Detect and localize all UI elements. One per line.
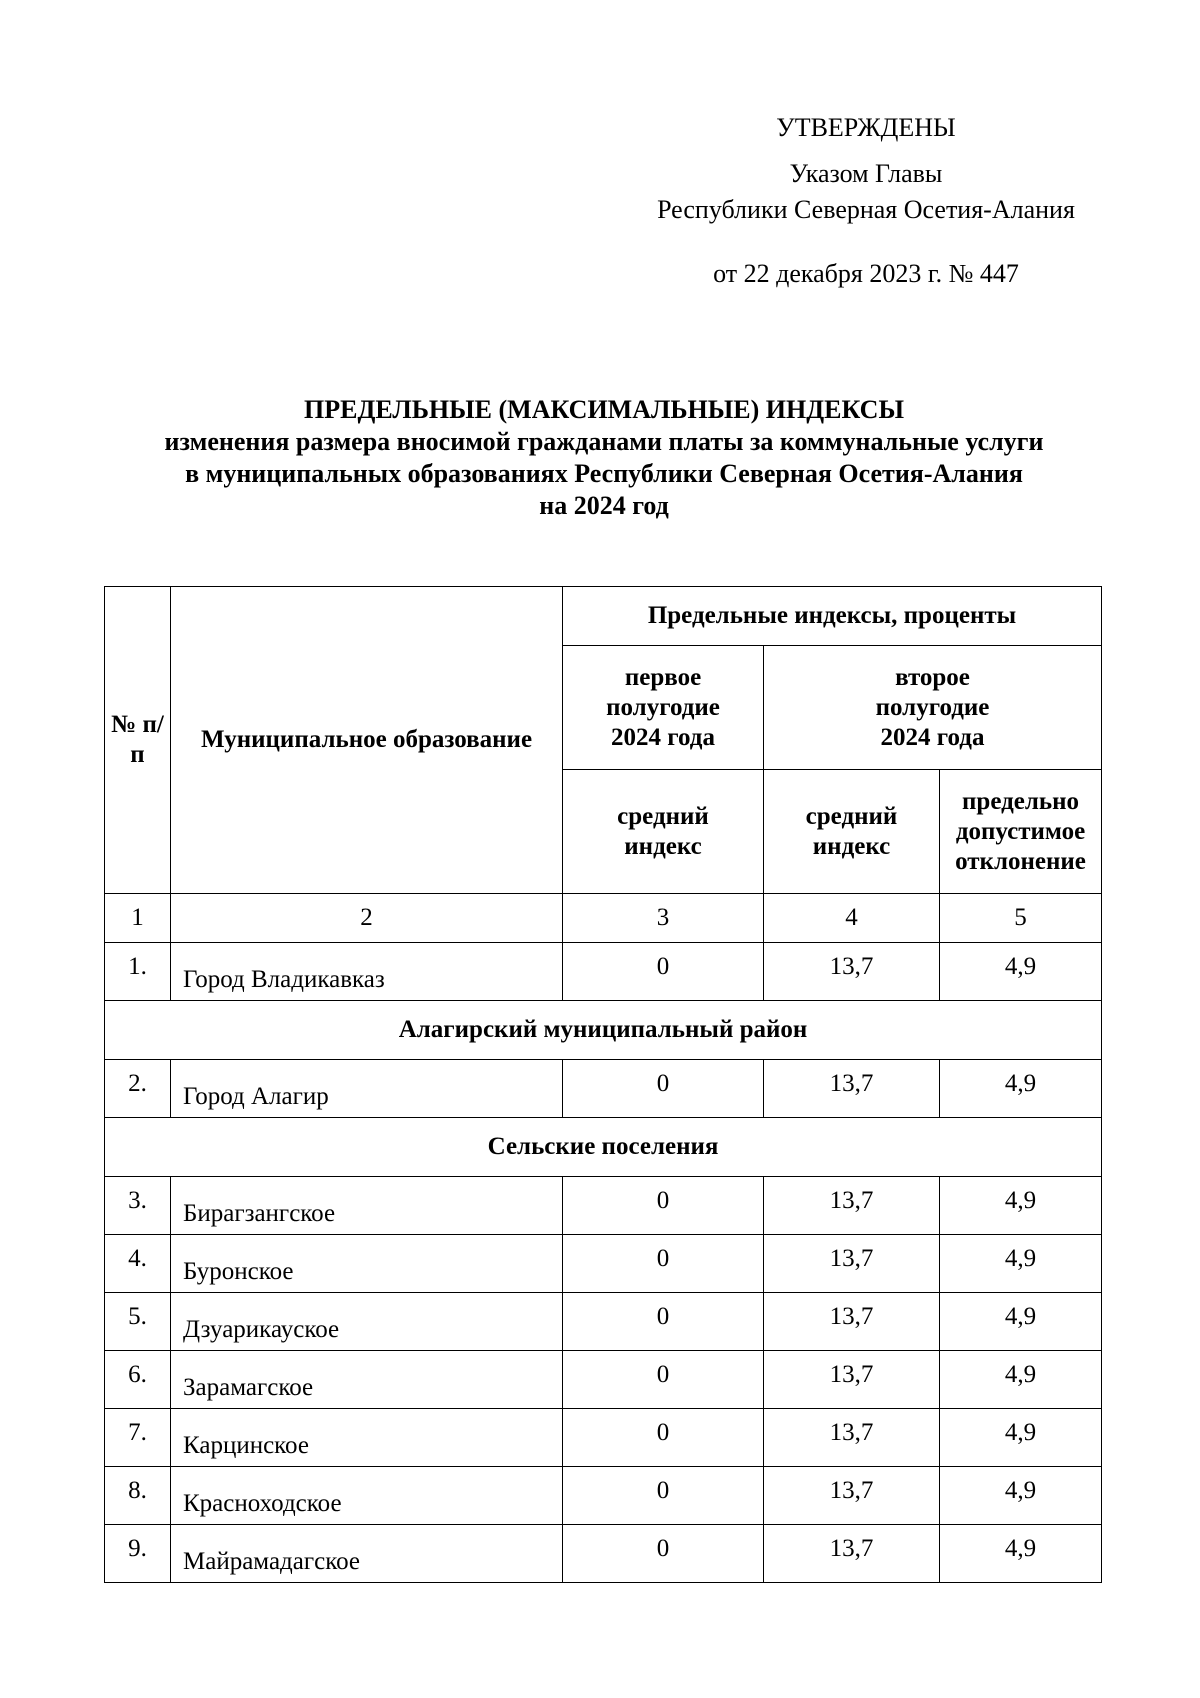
- row-number: 7.: [105, 1409, 171, 1467]
- second-half-avg: 13,7: [764, 1235, 940, 1293]
- col-number: 5: [940, 894, 1102, 943]
- max-deviation: 4,9: [940, 1409, 1102, 1467]
- max-deviation: 4,9: [940, 1177, 1102, 1235]
- header-avg-index-2: средний индекс: [764, 770, 940, 894]
- header-num: № п/п: [105, 587, 171, 894]
- table-row: [105, 1409, 1102, 1467]
- col-number: 1: [105, 894, 171, 943]
- title-line-1: ПРЕДЕЛЬНЫЕ (МАКСИМАЛЬНЫЕ) ИНДЕКСЫ: [304, 395, 904, 424]
- max-deviation: 4,9: [940, 1351, 1102, 1409]
- municipality-name: Красноходское: [171, 1467, 563, 1525]
- row-number: 9.: [105, 1525, 171, 1583]
- header-indices: Предельные индексы, проценты: [563, 587, 1102, 646]
- header-second-half: второе полугодие 2024 года: [764, 646, 1102, 770]
- first-half-avg: 0: [563, 1235, 764, 1293]
- indices-table: [104, 586, 1102, 1583]
- col-number: 3: [563, 894, 764, 943]
- decree-line-1: Указом Главы: [789, 159, 943, 188]
- row-number: 5.: [105, 1293, 171, 1351]
- row-number: 8.: [105, 1467, 171, 1525]
- municipality-name: Дзуарикауское: [171, 1293, 563, 1351]
- title-line-4: на 2024 год: [539, 491, 669, 520]
- municipality-name: Майрамадагское: [171, 1525, 563, 1583]
- header-max-deviation: предельно допустимое отклонение: [940, 770, 1102, 894]
- municipality-name: Карцинское: [171, 1409, 563, 1467]
- second-half-avg: 13,7: [764, 1409, 940, 1467]
- section-row: [105, 1001, 1102, 1060]
- decree-date: от 22 декабря 2023 г. № 447: [713, 259, 1019, 288]
- decree-line-2: Республики Северная Осетия-Алания: [657, 195, 1075, 224]
- table-row: [105, 1351, 1102, 1409]
- max-deviation: 4,9: [940, 1235, 1102, 1293]
- first-half-avg: 0: [563, 943, 764, 1001]
- second-half-avg: 13,7: [764, 1177, 940, 1235]
- max-deviation: 4,9: [940, 943, 1102, 1001]
- section-title: Алагирский муниципальный район: [105, 1001, 1102, 1060]
- municipality-name: Буронское: [171, 1235, 563, 1293]
- max-deviation: 4,9: [940, 1525, 1102, 1583]
- approval-block: [636, 110, 1096, 292]
- row-number: 6.: [105, 1351, 171, 1409]
- section-title: Сельские поселения: [105, 1118, 1102, 1177]
- col-number: 4: [764, 894, 940, 943]
- row-number: 3.: [105, 1177, 171, 1235]
- first-half-avg: 0: [563, 1525, 764, 1583]
- second-half-avg: 13,7: [764, 1351, 940, 1409]
- table-row: [105, 1235, 1102, 1293]
- table-row: [105, 1177, 1102, 1235]
- first-half-avg: 0: [563, 1467, 764, 1525]
- second-half-avg: 13,7: [764, 1525, 940, 1583]
- header-municipality: Муниципальное образование: [171, 587, 563, 894]
- second-half-avg: 13,7: [764, 1060, 940, 1118]
- approved-label: УТВЕРЖДЕНЫ: [776, 113, 956, 142]
- title-line-2: изменения размера вносимой гражданами платы за коммунальные услуги: [164, 427, 1044, 456]
- title-line-3: в муниципальных образованиях Республики Северная Осетия-Алания: [185, 459, 1023, 488]
- first-half-avg: 0: [563, 1351, 764, 1409]
- second-half-avg: 13,7: [764, 943, 940, 1001]
- max-deviation: 4,9: [940, 1293, 1102, 1351]
- first-half-avg: 0: [563, 1177, 764, 1235]
- table-row: [105, 943, 1102, 1001]
- municipality-name: Город Владикавказ: [171, 943, 563, 1001]
- max-deviation: 4,9: [940, 1060, 1102, 1118]
- table-row: [105, 1293, 1102, 1351]
- second-half-avg: 13,7: [764, 1467, 940, 1525]
- header-first-half: первое полугодие 2024 года: [563, 646, 764, 770]
- header-avg-index-1: средний индекс: [563, 770, 764, 894]
- table-row: [105, 1525, 1102, 1583]
- first-half-avg: 0: [563, 1409, 764, 1467]
- first-half-avg: 0: [563, 1060, 764, 1118]
- municipality-name: Зарамагское: [171, 1351, 563, 1409]
- column-numbers-row: [105, 894, 1102, 943]
- section-row: [105, 1118, 1102, 1177]
- col-number: 2: [171, 894, 563, 943]
- document-title: [104, 394, 1104, 522]
- table-row: [105, 1060, 1102, 1118]
- second-half-avg: 13,7: [764, 1293, 940, 1351]
- municipality-name: Бирагзангское: [171, 1177, 563, 1235]
- first-half-avg: 0: [563, 1293, 764, 1351]
- municipality-name: Город Алагир: [171, 1060, 563, 1118]
- row-number: 2.: [105, 1060, 171, 1118]
- max-deviation: 4,9: [940, 1467, 1102, 1525]
- table-row: [105, 1467, 1102, 1525]
- row-number: 1.: [105, 943, 171, 1001]
- row-number: 4.: [105, 1235, 171, 1293]
